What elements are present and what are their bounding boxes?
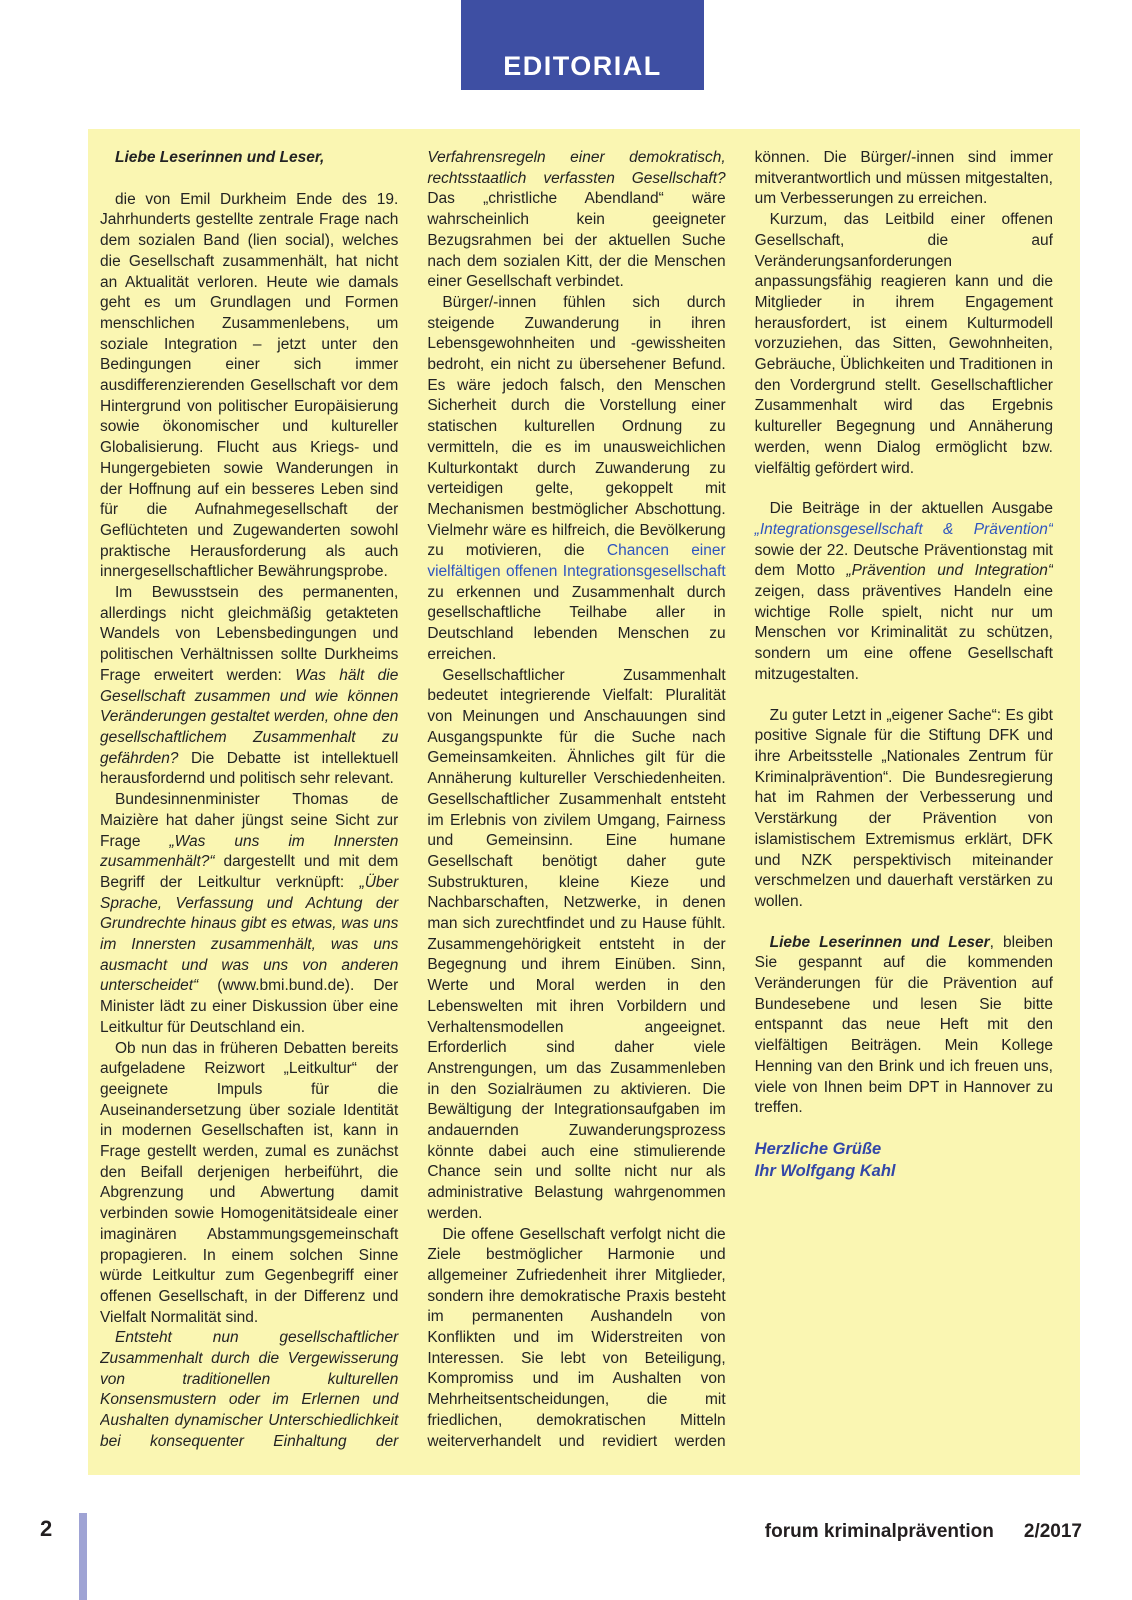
para-eigene-sache xyxy=(755,706,1053,913)
text-run: Herzliche Grüße xyxy=(754,1139,882,1158)
text-run: Die Beiträge in der aktuellen Ausgabe xyxy=(769,500,1053,518)
footer-accent-bar xyxy=(79,1513,87,1600)
page-number: 2 xyxy=(40,1516,53,1541)
text-run: Kurzum, das Leitbild einer offenen Gesellschaft, die auf Veränderungsanforderungen anpassungsfähig reagieren kann und die Mitglieder in ihrem Engagement herausfordert, ist einem Kulturmodell vorzuziehen, das Sitten, Gewohnheiten, Gebräuche, Üblichkeiten und Traditionen in den Vordergrund stellt. Gesellschaftlicher Zusammenhalt wird das Ergebnis kultureller Begegnung und Annäherung werden, wenn Dialog ermöglicht bzw. vielfältig gefördert wird. xyxy=(754,211,1053,477)
para-abschied xyxy=(755,933,1053,1119)
signature-line-1 xyxy=(755,1139,1053,1161)
para-leitkultur xyxy=(100,1039,398,1329)
text-run: Die Debatte ist intellektuell herausfordernd und politisch sehr relevant. xyxy=(100,749,399,788)
text-run: Liebe Leserinnen und Leser, xyxy=(115,149,325,166)
page-title: EDITORIAL xyxy=(503,51,662,81)
text-run: Ob nun das in früheren Debatten bereits aufgeladene Reizwort „Leitkultur“ der geeignete Impuls für die Auseinandersetzung über soziale Identität in modernen Gesellschaften ist, kann in Frage gestellt werden, zumal es zunächst den Beifall derjenigen herbeiführt, die Abgrenzung und Abwertung damit verbinden sowie Homogenitätsideale einer imaginären Abstammungsgemeinschaft propagieren. In einem solchen Sinne würde Leitkultur zum Gegenbegriff einer offenen Gesellschaft, in der Differenz und Vielfalt Normalität sind. xyxy=(100,1039,399,1326)
editorial-banner xyxy=(461,0,704,90)
text-run: zu erkennen und Zusammenhalt durch gesellschaftliche Teilhabe aller in Deutschland lebenden Menschen zu erreichen. xyxy=(427,583,726,663)
text-run: die von Emil Durkheim Ende des 19. Jahrhunderts gestellte zentrale Frage nach dem sozialen Band (lien social), welches die Gesellschaft zusammenhält, hat nicht an Aktualität verloren. Heute wie damals geht es um Grundlagen und Formen menschlichen Zusammenlebens, um soziale Integration – jetzt unter den Bedingungen einer sich immer ausdifferenzierenden Gesellschaft vor dem Hintergrund von politischer Europäisierung sowie ökonomischer und kultureller Globalisierung. Flucht aus Kriegs- und Hungergebieten sowie Wanderungen in der Hoffnung auf ein besseres Leben sind für die Aufnahmegesellschaft der Geflüchteten und Zugewanderten sowohl praktische Herausforderung als auch innergesellschaftlicher Bewährungsprobe. xyxy=(100,190,399,581)
text-run: Ihr Wolfgang Kahl xyxy=(754,1161,896,1180)
text-run: „Prävention und Integration“ xyxy=(846,562,1053,580)
footer-journal-line xyxy=(765,1521,1082,1543)
para-buerger xyxy=(427,293,725,666)
text-run: Bundesinnenminister Thomas de Maizière hat daher jüngst seine Sicht zur Frage xyxy=(100,791,399,850)
text-run: dargestellt und mit dem Begriff der Leitkultur verknüpft: xyxy=(100,853,399,891)
text-run: , bleiben Sie gespannt auf die kommenden Veränderungen für die Prävention auf Bundesebene und lesen Sie bitte entspannt das neue Heft mit den vielfältigen Beiträgen. Mein Kollege Henning van den Brink und ich freuen uns, viele von Ihnen beim DPT in Hannover zu treffen. xyxy=(754,933,1053,1117)
inline-link[interactable]: Chancen einer vielfältigen offenen Integrationsgesellschaft xyxy=(427,542,726,581)
para-beitraege xyxy=(755,499,1053,685)
text-run: Das „christliche Abendland“ wäre wahrscheinlich kein geeigneter Bezugsrahmen bei der aktuellen Suche nach dem sozialen Kitt, der die Menschen einer Gesellschaft verbindet. xyxy=(427,190,726,291)
para-durkheim xyxy=(100,190,398,583)
editorial-content-box xyxy=(88,129,1080,1475)
text-run: (www.bmi.bund.de). Der Minister lädt zu einer Diskussion über eine Leitkultur für Deutschland ein. xyxy=(100,977,399,1036)
salutation xyxy=(100,148,398,169)
issue-number: 2/2017 xyxy=(1023,1521,1082,1542)
text-run: zeigen, dass präventives Handeln eine wichtige Rolle spielt, nicht nur um Menschen vor Kriminalität zu schützen, sondern um eine offene Gesellschaft mitzugestalten. xyxy=(754,583,1053,683)
para-kurzum xyxy=(755,210,1053,479)
text-run: Gesellschaftlicher Zusammenhalt bedeutet integrierende Vielfalt: Pluralität von Meinungen und Anschauungen sind Ausgangspunkte für die Suche nach Gemeinsamkeiten. Ähnliches gilt für die Annäherung kultureller Verschiedenheiten. Gesellschaftlicher Zusammenhalt entsteht im Erlebnis von zivilem Umgang, Fairness und Gemeinsinn. Eine humane Gesellschaft benötigt daher gute Substrukturen, kleine Kieze und Nachbarschaften, Netzwerke, in denen man sich zurechtfindet und zu Hause fühlt. Zusammengehörigkeit entsteht in der Begegnung und ihrem Einüben. Sinn, Werte und Moral werden in den Lebenswelten mit ihren Vorbildern und Verhaltensmodellen angeeignet. Erforderlich sind daher viele Anstrengungen, um das Zusammenleben in den Sozialräumen zu aktivieren. Die Bewältigung der Integrationsaufgaben im andauernden Zuwanderungsprozess könnte dabei auch eine stimulierende Chance sein und sollte nicht nur als administrative Belastung wahrgenommen werden. xyxy=(427,666,726,1222)
text-run: sowie der 22. Deutsche Präventionstag mit dem Motto xyxy=(754,541,1053,580)
inline-link[interactable]: „Integrationsgesellschaft & Prävention“ xyxy=(754,520,1053,538)
para-vielfalt xyxy=(427,666,725,1225)
para-bewusstsein xyxy=(100,583,398,790)
text-run: Im Bewusstsein des permanenten, allerdings nicht gleichmäßig getakteten Wandels von Lebensbedingungen und politischen Verhältnissen sollte Durkheims Frage erweitert werden: xyxy=(100,584,399,684)
text-run: Was hält die Gesellschaft zusammen und wie können Veränderungen gestaltet werden, ohne den gesellschaftlichem Zusammenhalt zu gefährden? xyxy=(100,666,399,767)
text-run: „Was uns im Innersten zusammenhält?“ xyxy=(100,832,399,871)
para-maiziere xyxy=(100,790,398,1038)
text-run: Zu guter Letzt in „eigener Sache“: Es gibt positive Signale für die Stiftung DFK und ihre Arbeitsstelle „Nationales Zentrum für Kriminalprävention“. Die Bundesregierung hat im Rahmen der Verbesserung und Verstärkung der Prävention von islamistischem Extremismus erklärt, DFK und NZK perspektivisch miteinander verschmelzen und dauerhaft verstärken zu wollen. xyxy=(754,706,1053,910)
text-run: Die offene Gesellschaft verfolgt nicht die Ziele bestmöglicher Harmonie und allgemeiner Zufriedenheit ihrer Mitglieder, sondern ihre demokratische Praxis besteht im permanenten Aushandeln von Konflikten und im Widerstreiten von Interessen. Sie lebt von Beteiligung, Kompromiss und im Aushalten von Mehrheitsentscheidungen, die mit friedlichen, demokratischen Mitteln weiterverhandelt und revidiert werden können. Die Bürger/-innen sind immer mitverantwortlich und müssen mitgestalten, um Verbesserungen zu erreichen. xyxy=(427,149,1053,1450)
journal-name: forum kriminalprävention xyxy=(764,1521,994,1542)
signature-line-2 xyxy=(755,1161,1053,1183)
text-run: Liebe Leserinnen und Leser xyxy=(769,933,990,951)
text-run: „Über Sprache, Verfassung und Achtung der Grundrechte hinaus gibt es etwas, was uns im Innersten zusammenhält, was uns ausmacht und was uns von anderen unterscheidet“ xyxy=(100,873,399,995)
article-columns xyxy=(100,148,1053,1455)
text-run: Bürger/-innen fühlen sich durch steigende Zuwanderung in ihren Lebensgewohnheiten und -gewissheiten bedroht, ein nicht zu übersehener Befund. Es wäre jedoch falsch, den Menschen Sicherheit durch die Vorstellung einer statischen kulturellen Ordnung zu vermitteln, die es im unausweichlichen Kulturkontakt durch Zuwanderung zu verteidigen gelte, gekoppelt mit Mechanismen bestmöglicher Abschottung. Vielmehr wäre es hilfreich, die Bevölkerung zu motivieren, die xyxy=(427,293,726,560)
text-run: Entsteht nun gesellschaftlicher Zusammenhalt durch die Vergewisserung von traditionellen kulturellen Konsensmustern oder im Erlernen und Aushalten dynamischer Unterschiedlichkeit bei konsequenter Einhaltung der Verfahrensregeln einer demokratisch, rechtsstaatlich verfassten Gesellschaft? xyxy=(100,149,726,1450)
